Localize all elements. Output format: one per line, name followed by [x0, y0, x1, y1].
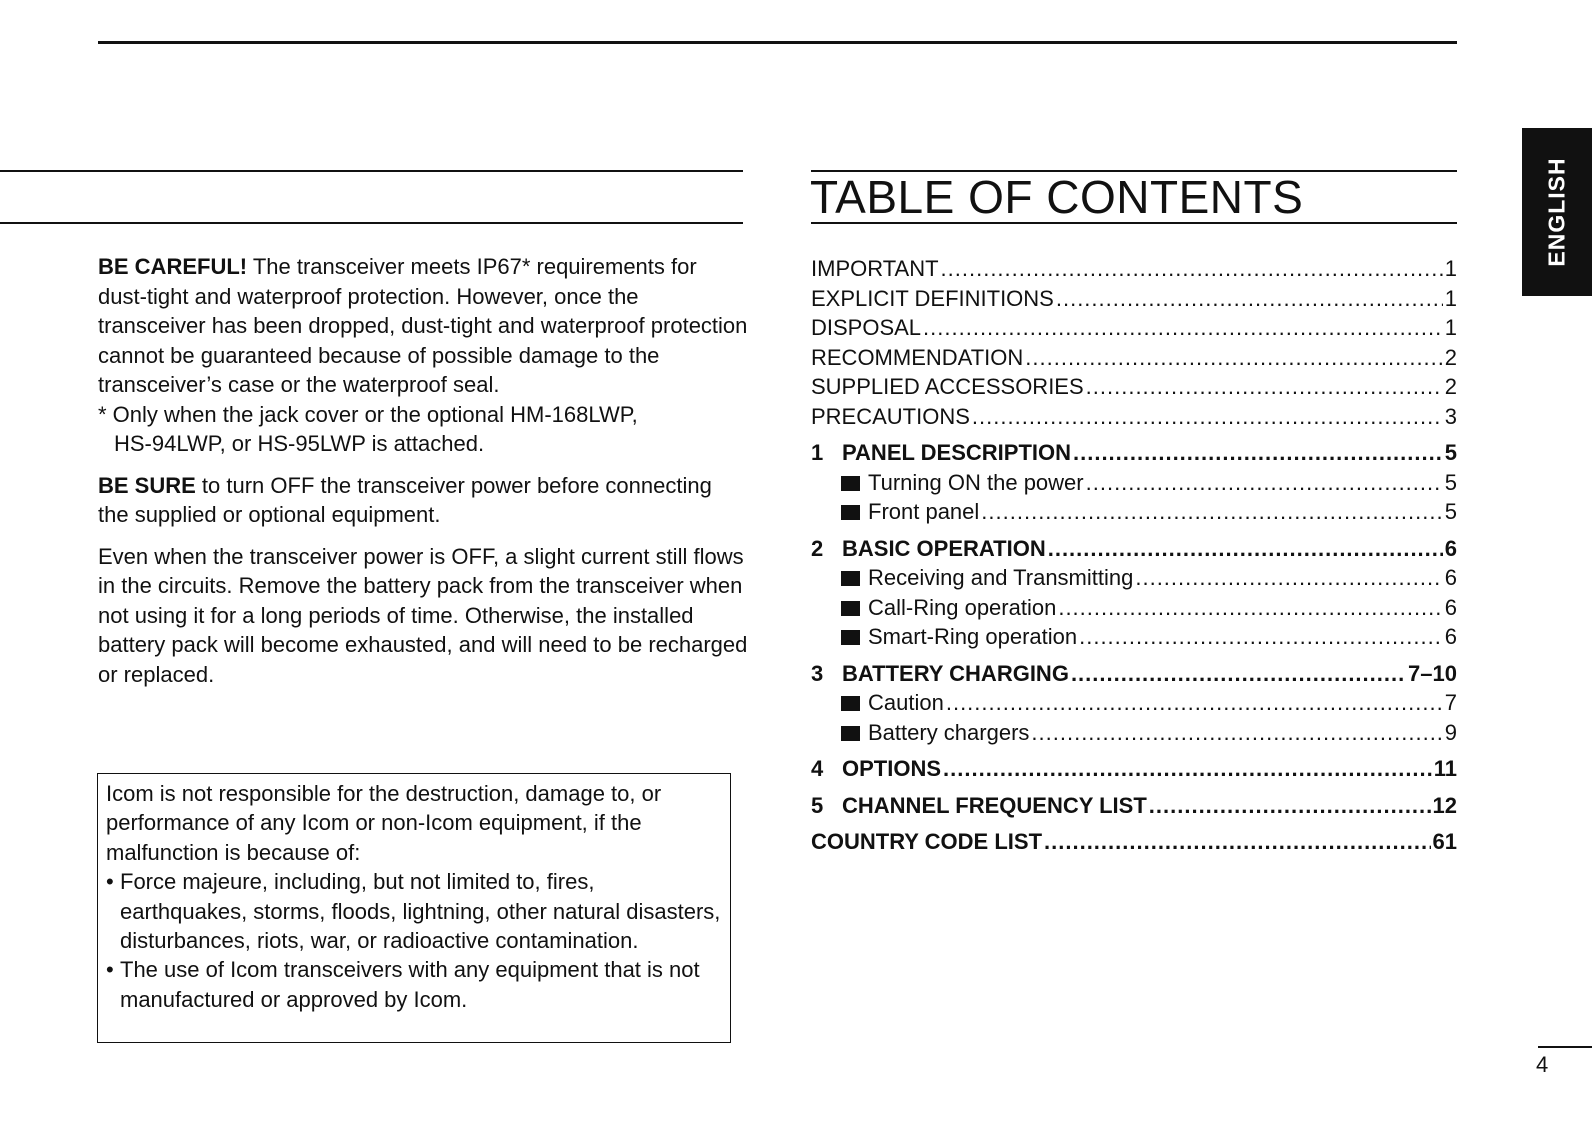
- toc-label: DISPOSAL: [811, 315, 922, 340]
- language-tab-label: ENGLISH: [1543, 157, 1570, 267]
- disclaimer-bullet: • The use of Icom transceivers with any equipment that is not manufactured or approved by Icom.: [106, 955, 722, 1014]
- toc-entry-precautions[interactable]: [811, 402, 1457, 432]
- top-rule: [98, 41, 1457, 44]
- toc-chapter-basic-operation[interactable]: [811, 534, 1457, 564]
- toc-label: BASIC OPERATION: [842, 535, 1046, 561]
- toc-page: 3: [1444, 403, 1457, 429]
- toc-sub-smart-ring[interactable]: [811, 622, 1457, 652]
- toc-label: BATTERY CHARGING: [842, 660, 1069, 686]
- leader-dots: [923, 313, 1443, 343]
- toc-label: SUPPLIED ACCESSORIES: [811, 374, 1084, 399]
- chapter-number: 4: [811, 756, 824, 781]
- chapter-number: 1: [811, 440, 824, 465]
- leader-dots: [1086, 468, 1443, 498]
- ip67-footnote-line2: HS-94LWP, or HS-95LWP is attached.: [114, 431, 485, 456]
- toc-entry-disposal[interactable]: [811, 313, 1457, 343]
- toc-sub-turning-on-power[interactable]: [811, 468, 1457, 498]
- be-careful-paragraph: [98, 252, 748, 400]
- disclaimer-intro: Icom is not responsible for the destruction, damage to, or performance of any Icom or non-Icom equipment, if the malfunction is because of:: [106, 781, 662, 865]
- leader-dots: [1135, 563, 1442, 593]
- chapter-number: 2: [811, 535, 824, 561]
- square-bullet-icon: [841, 476, 860, 491]
- language-tab: [1522, 128, 1592, 296]
- toc-page: 1: [1444, 256, 1457, 281]
- toc-label: EXPLICIT DEFINITIONS: [811, 285, 1054, 311]
- toc-chapter-panel-description[interactable]: [811, 438, 1457, 468]
- left-header-rule-top: [0, 170, 743, 172]
- ip67-footnote-line1: * Only when the jack cover or the optional HM-168LWP,: [98, 401, 638, 427]
- leader-dots: [1058, 593, 1442, 623]
- toc-label: IMPORTANT: [811, 256, 939, 281]
- toc-entry-recommendation[interactable]: [811, 343, 1457, 373]
- toc-page: 11: [1433, 756, 1457, 781]
- toc-title: TABLE OF CONTENTS: [810, 171, 1304, 223]
- disclaimer-bullet: • Force majeure, including, but not limited to, fires, earthquakes, storms, floods, lightning, other natural disasters, disturbances, riots, war, or radioactive contamination.: [106, 867, 722, 955]
- toc-sub-front-panel[interactable]: [811, 497, 1457, 527]
- toc-label: COUNTRY CODE LIST: [811, 829, 1043, 854]
- toc-chapter-channel-frequency-list[interactable]: [811, 791, 1457, 821]
- toc-sub-battery-chargers[interactable]: [811, 718, 1457, 748]
- disclaimer-list: [106, 867, 722, 1014]
- toc-page: 7: [1444, 690, 1457, 715]
- toc-page: 2: [1444, 374, 1457, 399]
- leader-dots: [1048, 534, 1443, 564]
- leader-dots: [1079, 622, 1443, 652]
- leader-dots: [1071, 659, 1406, 689]
- toc-entry-important[interactable]: [811, 254, 1457, 284]
- toc-label: PRECAUTIONS: [811, 403, 970, 429]
- toc-label: Battery chargers: [868, 719, 1030, 745]
- toc-label: Call-Ring operation: [868, 594, 1057, 620]
- square-bullet-icon: [841, 630, 860, 645]
- leader-dots: [941, 254, 1443, 284]
- toc-page: 9: [1444, 719, 1457, 745]
- toc-sub-receiving-transmitting[interactable]: [811, 563, 1457, 593]
- toc-page: 6: [1444, 565, 1457, 590]
- disclaimer-box: [97, 773, 731, 1043]
- leader-dots: [1044, 827, 1431, 857]
- current-paragraph: Even when the transceiver power is OFF, a slight current still flows in the circuits. Remove the battery pack from the transceiver when not using it for a long periods of time. Otherwise, the installed battery pack will become exhausted, and will need to be recharged or replaced.: [98, 543, 748, 687]
- square-bullet-icon: [841, 601, 860, 616]
- leader-dots: [1086, 372, 1443, 402]
- toc-label: Front panel: [868, 499, 980, 524]
- leader-dots: [981, 497, 1442, 527]
- toc-page: 5: [1444, 440, 1457, 465]
- toc-label: OPTIONS: [842, 756, 942, 781]
- toc-page: 7–10: [1408, 660, 1457, 686]
- be-sure-paragraph: [98, 471, 748, 530]
- toc-label: Turning ON the power: [868, 469, 1084, 495]
- chapter-number: 3: [811, 660, 824, 686]
- toc-sub-call-ring[interactable]: [811, 593, 1457, 623]
- toc-chapter-options[interactable]: [811, 754, 1457, 784]
- toc-page: 6: [1444, 535, 1457, 561]
- toc-page: 5: [1444, 469, 1457, 495]
- toc-label: Caution: [868, 690, 944, 715]
- leader-dots: [943, 754, 1432, 784]
- toc-label: CHANNEL FREQUENCY LIST: [842, 792, 1147, 818]
- toc-page: 6: [1444, 594, 1457, 620]
- toc-label: PANEL DESCRIPTION: [842, 440, 1071, 465]
- leader-dots: [1073, 438, 1443, 468]
- toc-page: 5: [1444, 499, 1457, 524]
- toc-label: Smart-Ring operation: [868, 624, 1078, 649]
- left-header-rule-bottom: [0, 222, 743, 224]
- leader-dots: [1025, 343, 1442, 373]
- square-bullet-icon: [841, 726, 860, 741]
- square-bullet-icon: [841, 571, 860, 586]
- toc-page: 1: [1444, 315, 1457, 340]
- toc-label: Receiving and Transmitting: [868, 565, 1134, 590]
- be-sure-label: BE SURE: [98, 472, 196, 498]
- page-number: 4: [1536, 1052, 1549, 1077]
- toc-page: 6: [1444, 624, 1457, 649]
- be-sure-text: to turn OFF the transceiver power before connecting the supplied or optional equipment.: [98, 472, 712, 527]
- safety-notes: [98, 252, 748, 701]
- table-of-contents: [811, 254, 1457, 857]
- toc-chapter-battery-charging[interactable]: [811, 659, 1457, 689]
- toc-entry-country-code-list[interactable]: [811, 827, 1457, 857]
- leader-dots: [1149, 791, 1431, 821]
- leader-dots: [946, 688, 1443, 718]
- leader-dots: [972, 402, 1443, 432]
- toc-page: 61: [1432, 829, 1457, 854]
- page-number-rule: [1538, 1046, 1592, 1048]
- toc-page: 12: [1432, 792, 1457, 818]
- toc-sub-caution[interactable]: [811, 688, 1457, 718]
- toc-entry-supplied-accessories[interactable]: [811, 372, 1457, 402]
- leader-dots: [1056, 284, 1443, 314]
- square-bullet-icon: [841, 696, 860, 711]
- be-careful-label: BE CAREFUL!: [98, 254, 248, 279]
- be-careful-text: The transceiver meets IP67* requirements for dust-tight and waterproof protection. However, once the transceiver has been dropped, dust-tight and waterproof protection cannot be guaranteed because of possible damage to the transceiver’s case or the waterproof seal.: [98, 254, 748, 397]
- toc-page: 2: [1444, 344, 1457, 370]
- chapter-number: 5: [811, 792, 824, 818]
- toc-entry-explicit-definitions[interactable]: [811, 284, 1457, 314]
- leader-dots: [1031, 718, 1442, 748]
- square-bullet-icon: [841, 505, 860, 520]
- toc-page: 1: [1444, 285, 1457, 311]
- toc-label: RECOMMENDATION: [811, 344, 1024, 370]
